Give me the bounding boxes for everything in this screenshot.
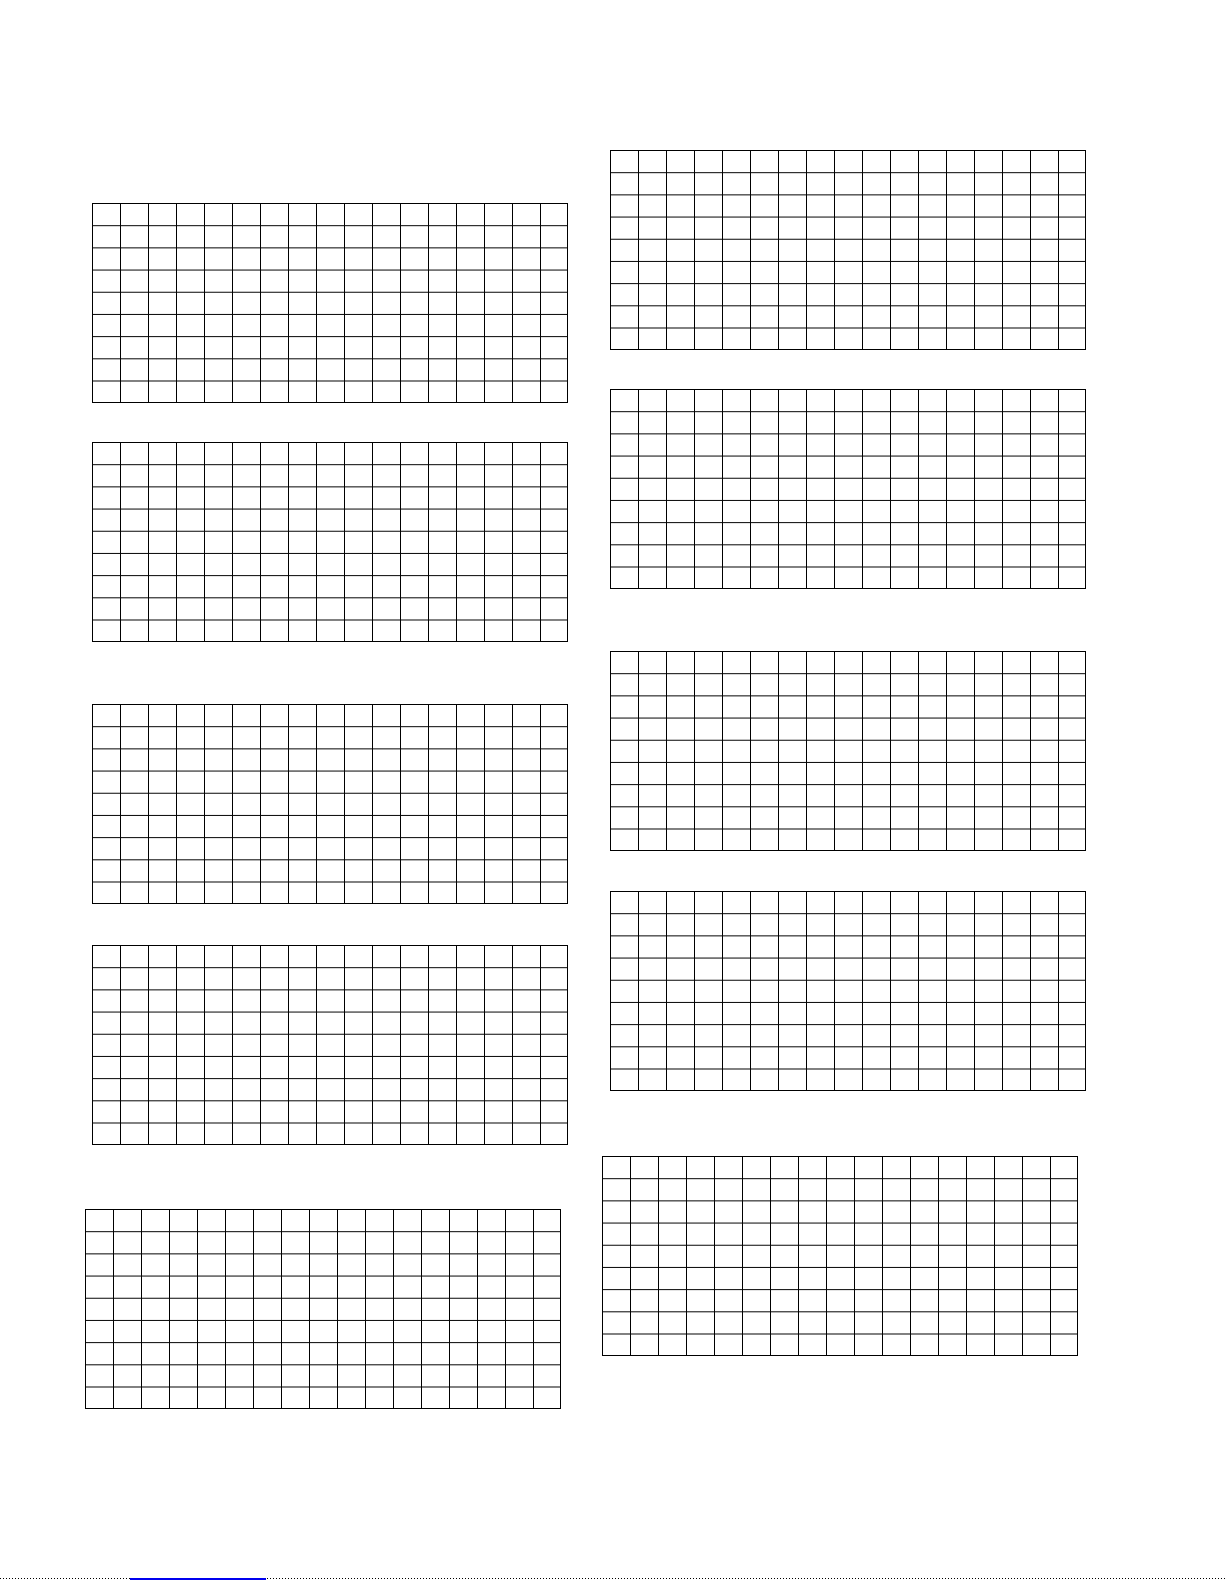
footer-link-underline[interactable] <box>130 1578 266 1580</box>
blank-grid-right-2 <box>610 389 1086 589</box>
blank-grid-left-1 <box>92 203 568 403</box>
blank-grid-right-1 <box>610 150 1086 350</box>
blank-grid-right-5 <box>602 1156 1078 1356</box>
blank-grid-left-5 <box>85 1209 561 1409</box>
blank-grid-left-2 <box>92 442 568 642</box>
blank-grid-left-4 <box>92 945 568 1145</box>
blank-grid-left-3 <box>92 704 568 904</box>
blank-grid-right-3 <box>610 651 1086 851</box>
blank-grid-right-4 <box>610 891 1086 1091</box>
